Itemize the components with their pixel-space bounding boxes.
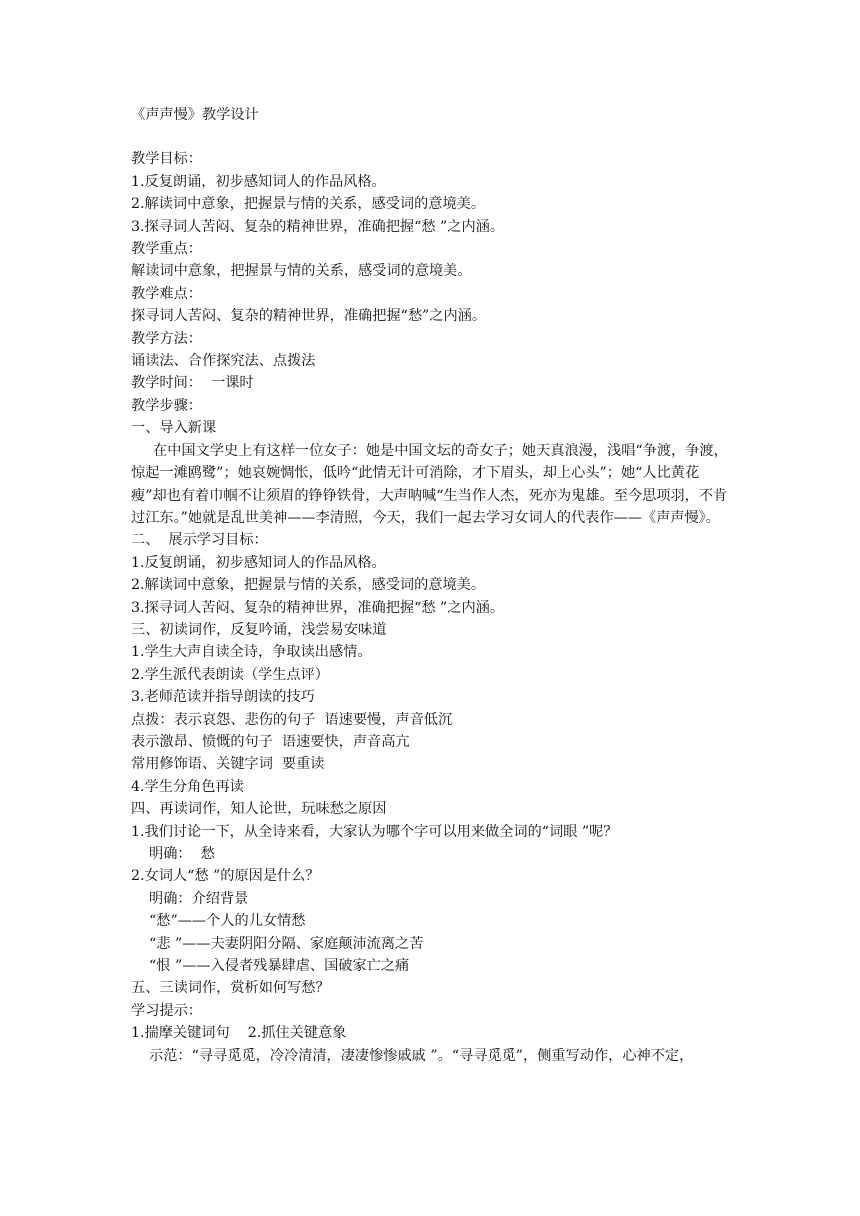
doc-title: 《声声慢》教学设计 — [131, 107, 259, 123]
reading-item: 3.老师范读并指导朗读的技巧 — [131, 689, 315, 706]
reading-item: 常用修饰语、关键字词 要重读 — [131, 756, 325, 773]
steps-heading: 教学步骤： — [131, 397, 202, 414]
reading-item: 2.学生派代表朗读（学生点评） — [131, 666, 329, 683]
time-text: 教学时间： 一课时 — [131, 375, 254, 392]
answer-2-line: “愁”——个人的儿女情愁 — [149, 913, 306, 930]
goal-item: 3.探寻词人苦闷、复杂的精神世界，准确把握“愁 ”之内涵。 — [131, 599, 505, 616]
section-2-heading: 二、 展示学习目标： — [131, 532, 268, 549]
answer-2-line: “恨 ”——入侵者残暴肆虐、国破家亡之痛 — [149, 958, 410, 975]
question-2: 2.女词人“愁 ”的原因是什么？ — [131, 868, 320, 885]
objective-item: 3.探寻词人苦闷、复杂的精神世界，准确把握“愁 ”之内涵。 — [131, 218, 505, 235]
tips-items: 1.揣摩关键词句 2.抓住关键意象 — [131, 1025, 347, 1042]
reading-item: 表示激昂、愤慨的句子 语速要快，声音高亢 — [131, 733, 410, 750]
section-4-heading: 四、再读词作，知人论世，玩味愁之原因 — [131, 801, 387, 818]
objectives-heading: 教学目标： — [131, 151, 202, 168]
answer-1: 明确： 愁 — [149, 846, 215, 862]
question-1: 1.我们讨论一下，从全诗来看，大家认为哪个字可以用来做全词的“词眼 ”呢？ — [131, 823, 618, 840]
reading-item: 4.学生分角色再读 — [131, 778, 244, 795]
goal-item: 2.解读词中意象，把握景与情的关系，感受词的意境美。 — [131, 577, 486, 594]
difficulty-text: 探寻词人苦闷、复杂的精神世界，准确把握“愁”之内涵。 — [131, 308, 487, 325]
answer-2-line: 明确：介绍背景 — [149, 890, 249, 907]
tips-heading: 学习提示： — [131, 1002, 202, 1019]
reading-item: 1.学生大声自读全诗，争取读出感情。 — [131, 644, 372, 661]
section-1-paragraph: 在中国文学史上有这样一位女子：她是中国文坛的奇女子；她天真浪漫，浅唱“争渡，争渡，惊起一滩鸥鹭”；她哀婉惆怅，低吟“此情无计可消除，才下眉头，却上心头”；她“人比黄花瘦”却也有着巾帼不让须眉的铮铮铁骨，大声呐喊“生当作人杰，死亦为鬼雄。至今思项羽，不肯过江东。”她就是乱世美神——李清照，今天，我们一起去学习女词人的代表作——《声声慢》。 — [131, 442, 728, 526]
document-body — [131, 104, 731, 1067]
example-text: 示范：“寻寻觅觅，冷冷清清，凄凄惨惨戚戚 ”。“寻寻觅觅”，侧重写动作，心神不定， — [149, 1047, 694, 1064]
method-text: 诵读法、合作探究法、点拨法 — [131, 353, 316, 370]
goal-item: 1.反复朗诵，初步感知词人的作品风格。 — [131, 554, 386, 571]
key-points-heading: 教学重点： — [131, 241, 202, 258]
key-points-text: 解读词中意象，把握景与情的关系，感受词的意境美。 — [131, 263, 472, 280]
section-5-heading: 五、三读词作，赏析如何写愁？ — [131, 980, 330, 997]
difficulty-heading: 教学难点： — [131, 285, 202, 302]
objective-item: 2.解读词中意象，把握景与情的关系，感受词的意境美。 — [131, 196, 486, 213]
method-heading: 教学方法： — [131, 330, 202, 347]
section-3-heading: 三、初读词作，反复吟诵，浅尝易安味道 — [131, 621, 387, 638]
section-1-heading: 一、导入新课 — [131, 420, 217, 437]
answer-2-line: “悲 ”——夫妻阴阳分隔、家庭颠沛流离之苦 — [149, 935, 424, 952]
reading-item: 点拨：表示哀怨、悲伤的句子 语速要慢，声音低沉 — [131, 711, 453, 728]
objective-item: 1.反复朗诵，初步感知词人的作品风格。 — [131, 173, 386, 190]
